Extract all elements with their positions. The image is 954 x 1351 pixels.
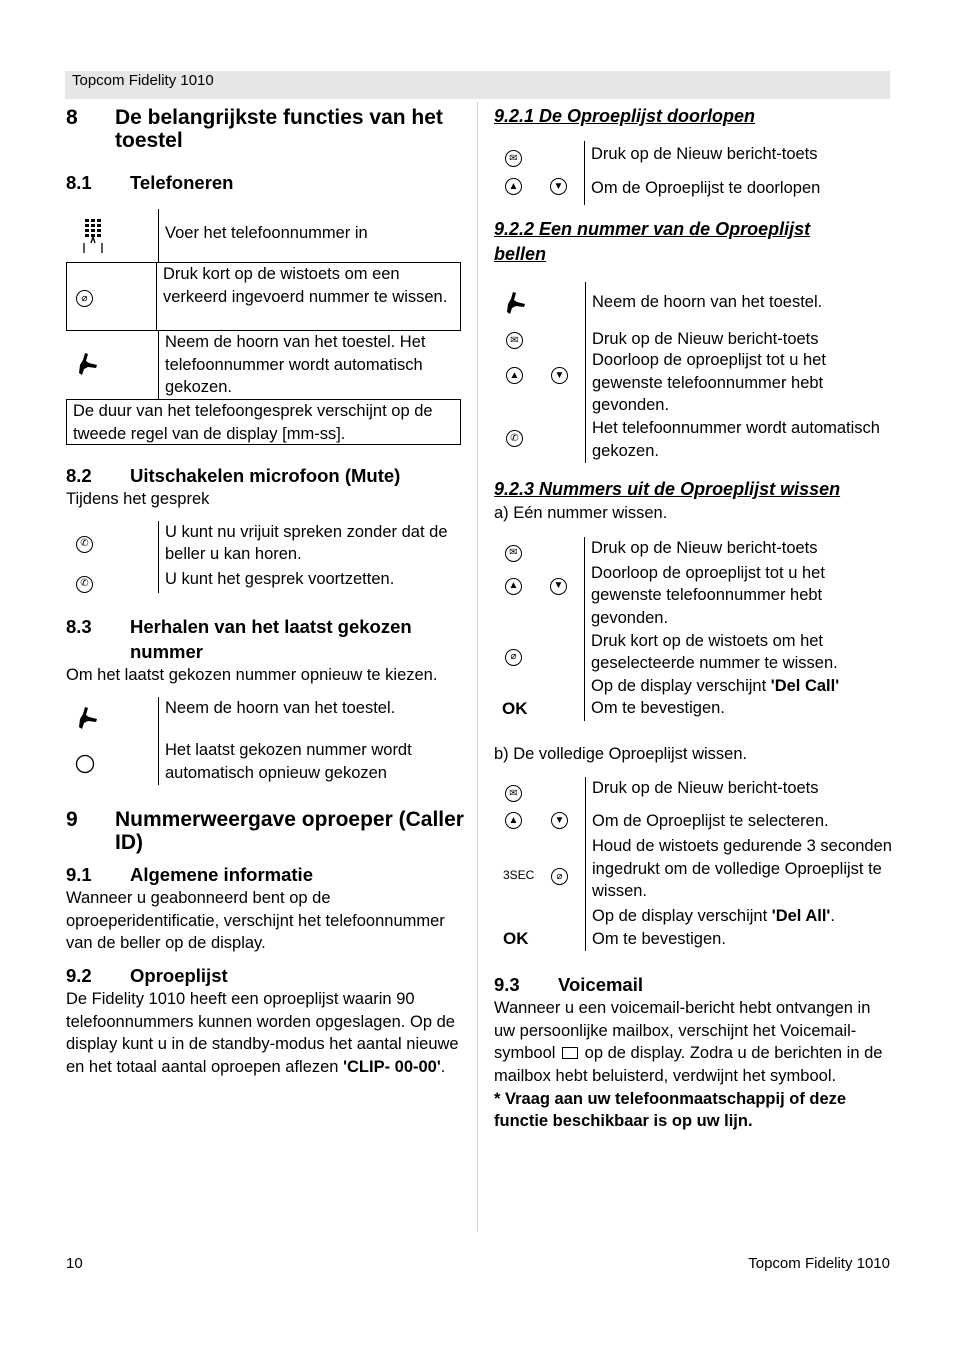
- table-cell: U kunt nu vrijuit spreken zonder dat de beller u kan horen.: [158, 521, 464, 568]
- talk-key-icon: ✆: [506, 430, 523, 447]
- table-row: [494, 562, 894, 630]
- note-box: De duur van het telefoongesprek verschijnt op de tweede regel van de display [mm-ss].: [66, 399, 461, 445]
- heading-8: 8 De belangrijkste functies van het toestel: [66, 106, 443, 152]
- table-cell: Druk kort op de wistoets om een verkeerd ingevoerd nummer te wissen.: [156, 263, 453, 330]
- up-key-icon: ▲: [505, 578, 522, 595]
- handset-off-hook-icon: [76, 351, 98, 377]
- table-cell: Op de display verschijnt 'Del All'. Om te bevestigen.: [585, 905, 892, 951]
- clear-key-icon: ⌀: [76, 290, 93, 307]
- table-cell: U kunt het gesprek voortzetten.: [158, 568, 464, 593]
- footer-title: Topcom Fidelity 1010: [748, 1255, 890, 1272]
- redial-key-icon: [75, 754, 95, 774]
- paragraph: Wanneer u een voicemail-bericht hebt ontvangen in uw persoonlijke mailbox, verschijnt het Voicemail-symbool op de display. Zodra u de berichten in de mailbox hebt beluisterd, verdwijnt het symbool.: [494, 999, 883, 1085]
- new-message-key-icon: ✉: [505, 785, 522, 802]
- table-row: [494, 835, 894, 905]
- talk-key-icon: ✆: [76, 576, 93, 593]
- up-key-icon: ▲: [505, 812, 522, 829]
- table-row: [494, 537, 894, 562]
- heading-9-1: 9.1 Algemene informatie: [66, 864, 313, 886]
- down-key-icon: ▼: [551, 367, 568, 384]
- right-column: [494, 104, 894, 1133]
- new-message-key-icon: ✉: [506, 332, 523, 349]
- table-cell: Het telefoonnummer wordt automatisch gekozen.: [585, 417, 892, 463]
- page-header: [65, 71, 890, 99]
- table-row: [494, 322, 894, 349]
- up-key-icon: ▲: [506, 367, 523, 384]
- heading-9-2-3: 9.2.3 Nummers uit de Oproeplijst wissen: [494, 479, 841, 499]
- handset-off-hook-icon: [76, 705, 98, 731]
- heading-9-2: 9.2 Oproeplijst: [66, 964, 228, 986]
- clear-key-icon: ⌀: [505, 649, 522, 666]
- new-message-key-icon: ✉: [505, 545, 522, 562]
- bold-note: * Vraag aan uw telefoonmaatschappij of deze functie beschikbaar is op uw lijn.: [494, 1089, 847, 1131]
- table-row: [66, 331, 464, 399]
- table-row: [66, 209, 464, 262]
- ok-key-label: OK: [503, 929, 529, 949]
- table-8-3: [66, 697, 464, 785]
- table-cell: Druk op de Nieuw bericht-toets: [585, 322, 892, 349]
- down-key-icon: ▼: [550, 178, 567, 195]
- talk-key-icon: ✆: [76, 536, 93, 553]
- header-title: Topcom Fidelity 1010: [72, 72, 214, 89]
- table-9-2-3b: [494, 777, 894, 951]
- paragraph: Om het laatst gekozen nummer opnieuw te kiezen.: [66, 665, 438, 684]
- three-seconds-label: 3SEC: [503, 868, 535, 883]
- table-row: [66, 521, 464, 568]
- table-cell: Neem de hoorn van het toestel.: [158, 697, 464, 737]
- down-key-icon: ▼: [551, 812, 568, 829]
- keypad-icon: [82, 217, 104, 255]
- clear-key-icon: ⌀: [551, 868, 568, 885]
- paragraph: Tijdens het gesprek: [66, 490, 210, 508]
- heading-8-1: 8.1 Telefoneren: [66, 172, 234, 193]
- table-row: [494, 282, 894, 322]
- heading-9: 9 Nummerweergave oproeper (Caller ID): [66, 808, 464, 855]
- paragraph: De Fidelity 1010 heeft een oproeplijst waarin 90 telefoonnummers kunnen worden opgeslagen. Op de display kunt u in de standby-modus het aantal nieuwe en het totaal aantal oproepen aflezen 'CLIP- 00-00'.: [66, 989, 459, 1076]
- table-cell: Houd de wistoets gedurende 3 seconden ingedrukt om de volledige Oproeplijst te wissen.: [585, 835, 892, 905]
- table-cell: Druk op de Nieuw bericht-toets: [585, 777, 892, 807]
- table-8-2: [66, 521, 464, 593]
- table-cell: Neem de hoorn van het toestel.: [585, 282, 892, 322]
- column-divider: [477, 102, 478, 1232]
- heading-9-2-2: 9.2.2 Een nummer van de Oproeplijst bellen: [494, 219, 811, 264]
- table-9-2-1: [494, 141, 894, 205]
- table-cell: Doorloop de oproeplijst tot u het gewenste telefoonnummer hebt gevonden.: [585, 349, 892, 417]
- table-row: [494, 675, 894, 721]
- heading-9-2-1: 9.2.1 De Oproeplijst doorlopen: [494, 106, 756, 126]
- table-row: [66, 697, 464, 737]
- new-message-key-icon: ✉: [505, 150, 522, 167]
- table-9-2-3a: [494, 537, 894, 721]
- table-row: [66, 568, 464, 593]
- ok-key-label: OK: [502, 698, 528, 718]
- table-cell: Op de display verschijnt 'Del Call' Om te bevestigen.: [584, 675, 891, 721]
- handset-off-hook-icon: [504, 290, 526, 316]
- table-row: [494, 777, 894, 807]
- table-row: [494, 174, 894, 205]
- table-cell: Neem de hoorn van het toestel. Het telefoonnummer wordt automatisch gekozen.: [158, 331, 464, 399]
- table-row: [494, 141, 894, 174]
- table-cell: Doorloop de oproeplijst tot u het gewenste telefoonnummer hebt gevonden.: [584, 562, 891, 630]
- page-number: 10: [66, 1255, 83, 1272]
- table-row: [494, 807, 894, 835]
- heading-8-2: 8.2 Uitschakelen microfoon (Mute): [66, 465, 401, 486]
- table-row: [494, 905, 894, 951]
- table-cell: Het laatst gekozen nummer wordt automatisch opnieuw gekozen: [158, 737, 464, 785]
- heading-9-3: 9.3 Voicemail: [494, 974, 644, 996]
- table-row: [494, 417, 894, 463]
- table-cell: Om de Oproeplijst te doorlopen: [584, 174, 891, 205]
- table-cell: Voer het telefoonnummer in: [158, 209, 464, 262]
- table-cell: Om de Oproeplijst te selecteren.: [585, 807, 892, 835]
- left-column: [66, 104, 464, 1078]
- up-key-icon: ▲: [505, 178, 522, 195]
- table-row: [66, 737, 464, 785]
- table-cell: Druk op de Nieuw bericht-toets: [584, 537, 891, 562]
- table-cell: Druk kort op de wistoets om het geselecteerde nummer te wissen.: [584, 630, 891, 675]
- table-row: [494, 630, 894, 675]
- paragraph: Wanneer u geabonneerd bent op de oproeperidentificatie, verschijnt het telefoonnummer van de beller op de display.: [66, 889, 445, 953]
- down-key-icon: ▼: [550, 578, 567, 595]
- paragraph: b) De volledige Oproeplijst wissen.: [494, 744, 748, 763]
- heading-8-3: 8.3 Herhalen van het laatst gekozen nummer: [66, 615, 412, 662]
- table-cell: Druk op de Nieuw bericht-toets: [584, 141, 891, 174]
- paragraph: a) Eén nummer wissen.: [494, 504, 668, 522]
- table-8-1: [66, 209, 464, 445]
- table-row: [494, 349, 894, 417]
- table-9-2-2: [494, 282, 894, 463]
- voicemail-envelope-icon: [562, 1047, 578, 1059]
- table-row: [66, 262, 461, 331]
